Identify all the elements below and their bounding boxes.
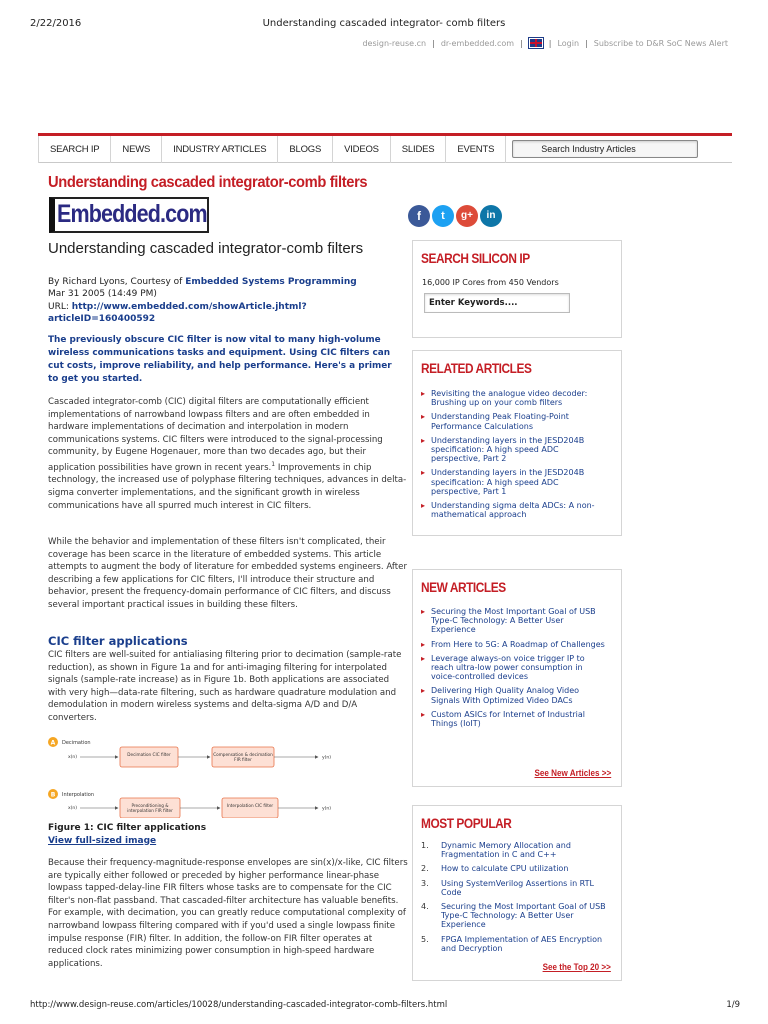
url-link-cont[interactable]: articleID=160400592 xyxy=(48,314,156,325)
byline-source-link[interactable]: Embedded Systems Programming xyxy=(185,277,357,287)
nav-search-ip[interactable]: SEARCH IP xyxy=(38,136,111,163)
popular-item[interactable] xyxy=(421,879,611,897)
block-label: Preconditioning & interpolation FIR filter xyxy=(127,803,173,813)
new-article-link[interactable]: ▸ From Here to 5G: A Roadmap of Challenges xyxy=(421,640,607,649)
nav-slides[interactable]: SLIDES xyxy=(391,136,447,163)
article-lead: The previously obscure CIC filter is now vital to many high-volume wireless communications tasks and equipment. Using CIC filters can cut costs, improve reliability, and help performance. Here's a primer to get you started. xyxy=(48,335,392,384)
nav-blogs[interactable]: BLOGS xyxy=(278,136,333,163)
ip-core-count: 16,000 IP Cores from 450 Vendors xyxy=(422,278,559,287)
subscribe-link[interactable]: Subscribe to D&R SoC News Alert xyxy=(593,38,728,48)
block-label: Decimation CIC filter xyxy=(127,752,171,757)
most-popular-panel xyxy=(412,805,622,981)
page-title: Understanding cascaded integrator-comb filters xyxy=(48,174,368,191)
new-articles-panel xyxy=(412,569,622,787)
uk-flag-icon[interactable] xyxy=(529,38,543,48)
nav-events[interactable]: EVENTS xyxy=(446,136,506,163)
article-date: Mar 31 2005 (14:49 PM) xyxy=(48,289,157,300)
popular-item-link[interactable]: FPGA Implementation of AES Encryption and Decryption xyxy=(441,934,603,953)
url-link[interactable]: http://www.embedded.com/showArticle.jhtml? xyxy=(71,301,307,312)
interpolation-label: Interpolation xyxy=(62,792,94,798)
article-paragraph: CIC filters are well-suited for antialiasing filtering prior to decimation (sample-rate reduction), as shown in Figure 1a and for anti-imaging filtering for interpolated signals (sample-rate increase) as in Figure 1b. Both applications are associated with very high—data-rate filtering, such as hardware quadrature modulation and demodulation in modern wireless systems and delta-sigma A/D and D/A converters. xyxy=(48,650,402,723)
output-label: y(n) xyxy=(322,755,332,761)
google-plus-icon[interactable]: g+ xyxy=(456,205,478,227)
related-article-link[interactable]: ▸ Revisiting the analogue video decoder: Brushing up on your comb filters xyxy=(421,389,607,407)
separator: | xyxy=(432,38,435,48)
byline-prefix: By Richard Lyons, Courtesy of xyxy=(48,277,186,287)
popular-item[interactable] xyxy=(421,902,611,930)
print-date: 2/22/2016 xyxy=(30,18,82,29)
related-article-link[interactable]: ▸ Understanding layers in the JESD204B specification: A high speed ADC perspective, Part 2 xyxy=(421,436,607,464)
see-top-20-link[interactable]: See the Top 20 >> xyxy=(542,962,611,972)
new-article-link[interactable]: ▸ Securing the Most Important Goal of USB Type-C Technology: A Better User Experience xyxy=(421,607,607,635)
para1-text-a: Cascaded integrator-comb (CIC) digital filters are computationally efficient implementations of narrowband lowpass filters and are often embedded in hardware implementations of decimation and interpolation in modern communications systems. CIC filters were introduced to the signal-processing community, by Eugene Hogenauer, more than two decades ago, but their application possibilities have grown in recent years. xyxy=(48,397,383,473)
print-title: Understanding cascaded integrator- comb filters xyxy=(262,18,506,29)
popular-item-number: 4. xyxy=(421,902,429,912)
related-article-link[interactable]: ▸ Understanding Peak Floating-Point Performance Calculations xyxy=(421,412,607,430)
block-label: Compensation & decimation FIR filter xyxy=(213,752,273,762)
block-label-wrap xyxy=(120,798,180,818)
figure-caption-block xyxy=(48,822,206,847)
related-article-link[interactable]: ▸ Understanding sigma delta ADCs: A non-mathematical approach xyxy=(421,501,607,519)
facebook-icon[interactable]: f xyxy=(408,205,430,227)
block-label-wrap xyxy=(222,798,278,818)
popular-item-link[interactable]: How to calculate CPU utilization xyxy=(441,864,569,874)
popular-item-number: 3. xyxy=(421,878,429,888)
new-article-link[interactable]: ▸ Leverage always-on voice trigger IP to reach ultra-low power consumption in voice-controlled devices xyxy=(421,654,607,682)
block-label: Interpolation CIC filter xyxy=(226,803,274,808)
input-label: x(n) xyxy=(68,755,78,760)
keyword-search-input[interactable]: Enter Keywords.... xyxy=(424,293,570,313)
section-heading: CIC filter applications xyxy=(48,634,188,648)
nav-industry-articles[interactable]: INDUSTRY ARTICLES xyxy=(162,136,278,163)
search-silicon-panel xyxy=(412,240,622,338)
popular-item[interactable] xyxy=(421,935,611,953)
article-url xyxy=(48,301,357,313)
print-footer xyxy=(30,1000,740,1010)
twitter-icon[interactable]: t xyxy=(432,205,454,227)
article-heading: Understanding cascaded integrator-comb filters xyxy=(48,240,364,257)
footer-url: http://www.design-reuse.com/articles/10028/understanding-cascaded-integrator-comb-filters.html xyxy=(30,1000,448,1010)
related-articles-panel xyxy=(412,350,622,536)
dr-embedded-link[interactable]: dr-embedded.com xyxy=(440,38,515,48)
logo-box xyxy=(184,197,209,233)
block-label-wrap xyxy=(120,747,178,767)
nav-news[interactable]: NEWS xyxy=(111,136,162,163)
most-popular-title: MOST POPULAR xyxy=(421,816,512,831)
logo-text: Embedded.com xyxy=(57,200,207,228)
url-label: URL: xyxy=(48,301,72,312)
badge-a-letter: A xyxy=(50,739,56,747)
badge-b-letter: B xyxy=(50,791,56,799)
new-article-link[interactable]: ▸ Custom ASICs for Internet of Industrial Things (IoIT) xyxy=(421,710,607,728)
separator: | xyxy=(548,38,552,48)
input-label: x(n) xyxy=(68,806,78,811)
article-meta xyxy=(48,276,357,326)
popular-item-number: 1. xyxy=(421,841,429,850)
block-label-wrap xyxy=(212,747,274,767)
search-silicon-title: SEARCH SILICON IP xyxy=(421,251,530,266)
popular-item-link[interactable]: Dynamic Memory Allocation and Fragmentation in C and C++ xyxy=(441,841,571,860)
footnote-ref[interactable]: 1 xyxy=(271,460,276,468)
footer-page: 1/9 xyxy=(726,1000,740,1010)
para1-text-b: Improvements in chip technology, the increased use of polyphase filtering techniques, advances in delta-sigma converter implementations, and the significant growth in wireless communications have all spurred much interest in CIC filters. xyxy=(48,462,407,511)
popular-item-link[interactable]: Using SystemVerilog Assertions in RTL Code xyxy=(441,878,595,897)
figure-caption: Figure 1: CIC filter applications xyxy=(48,823,207,833)
see-new-articles-link[interactable]: See New Articles >> xyxy=(534,768,611,778)
output-label: y(n) xyxy=(322,806,332,812)
popular-item-number: 2. xyxy=(421,864,429,874)
byline xyxy=(48,276,357,288)
design-reuse-link[interactable]: design-reuse.cn xyxy=(362,38,427,48)
view-full-image-link[interactable]: View full-sized image xyxy=(48,835,157,846)
related-article-link[interactable]: ▸ Understanding layers in the JESD204B specification: A high speed ADC perspective, Part 1 xyxy=(421,468,607,496)
new-article-link[interactable]: ▸ Delivering High Quality Analog Video Signals With Optimized Video DACs xyxy=(421,686,607,704)
social-share xyxy=(408,205,502,227)
popular-item-link[interactable]: Securing the Most Important Goal of USB Type-C Technology: A Better User Experience xyxy=(441,902,606,930)
new-articles-title: NEW ARTICLES xyxy=(421,580,506,595)
top-links xyxy=(362,38,728,48)
article-paragraph: Because their frequency-magnitude-response envelopes are sin(x)/x-like, CIC filters are typically either followed or preceded by higher performance linear-phase lowpass tapped-delay-line FIR filters whose tasks are to compensate for the CIC filter's non-flat passband. That cascaded-filter architecture has valuable benefits. For example, with decimation, you can greatly reduce computational complexity of narrowband lowpass filtering compared with if you'd used a single lowpass finite impulse response (FIR) filter. In addition, the follow-on FIR filter operates at reduced clock rates minimizing power consumption in high-speed hardware applications. xyxy=(48,858,408,969)
separator: | xyxy=(520,38,523,48)
main-nav xyxy=(38,133,732,163)
related-articles-title: RELATED ARTICLES xyxy=(421,361,532,376)
login-link[interactable]: Login xyxy=(557,38,580,48)
article-paragraph xyxy=(48,396,408,512)
popular-item-number: 5. xyxy=(421,934,429,944)
decimation-label: Decimation xyxy=(62,740,91,746)
article-paragraph: While the behavior and implementation of these filters isn't complicated, their coverage has been scarce in the literature of embedded systems. This article attempts to augment the body of literature for embedded systems engineers. After describing a few applications for CIC filters, I'll introduce their structure and behavior, present the frequency-domain performance of CIC filters, and discuss several important practical issues in building these filters. xyxy=(48,537,407,610)
separator: | xyxy=(585,38,588,48)
popular-item[interactable] xyxy=(421,864,611,873)
search-articles-input[interactable]: Search Industry Articles xyxy=(512,140,698,158)
cic-filter-figure xyxy=(46,736,346,818)
nav-videos[interactable]: VIDEOS xyxy=(333,136,391,163)
embedded-logo[interactable] xyxy=(49,197,209,233)
linkedin-icon[interactable]: in xyxy=(480,205,502,227)
popular-item[interactable] xyxy=(421,841,611,859)
